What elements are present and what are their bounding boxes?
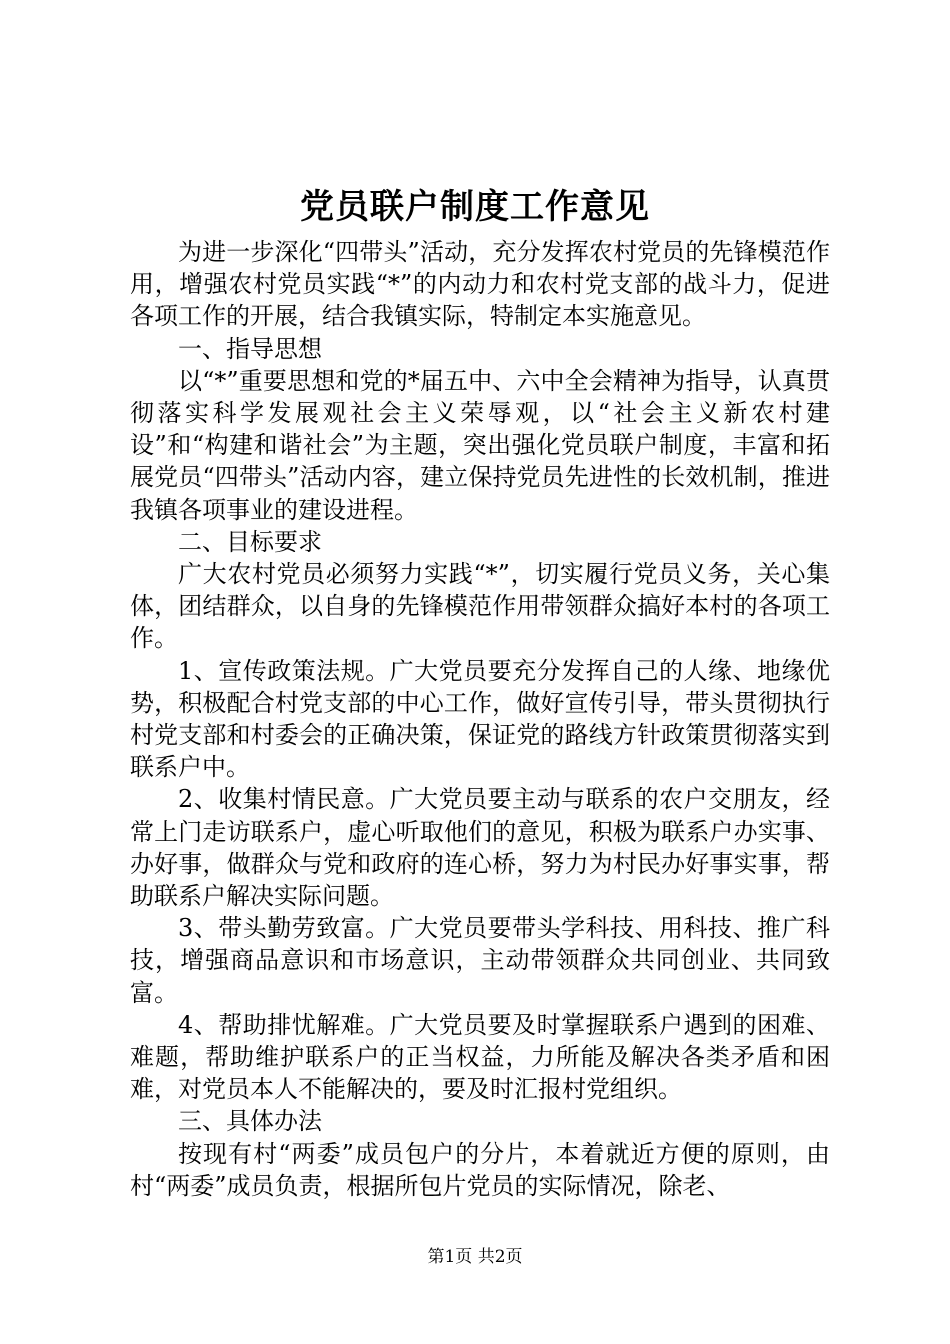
goal-item-4: 4、帮助排忧解难。广大党员要及时掌握联系户遇到的困难、难题，帮助维护联系户的正当权益，力所能及解决各类矛盾和困难，对党员本人不能解决的，要及时汇报村党组织。 bbox=[130, 1010, 830, 1104]
page-title: 党员联户制度工作意见 bbox=[300, 187, 650, 227]
intro-paragraph: 为进一步深化“四带头”活动，充分发挥农村党员的先锋模范作用，增强农村党员实践“*”的内动力和农村党支部的战斗力，促进各项工作的开展，结合我镇实际，特制定本实施意见。 bbox=[130, 238, 830, 331]
guiding-thought-paragraph: 以“*”重要思想和党的*届五中、六中全会精神为指导，认真贯彻落实科学发展观社会主义荣辱观，以“社会主义新农村建设”和“构建和谐社会”为主题，突出强化党员联户制度，丰富和拓展党员“四带头”活动内容，建立保持党员先进性的长效机制，推进我镇各项事业的建设进程。 bbox=[130, 366, 830, 524]
goal-item-2: 2、收集村情民意。广大党员要主动与联系的农户交朋友，经常上门走访联系户，虚心听取他们的意见，积极为联系户办实事、办好事，做群众与党和政府的连心桥，努力为村民办好事实事，帮助联系户解决实际问题。 bbox=[130, 785, 830, 911]
section-heading-methods: 三、具体办法 bbox=[178, 1107, 322, 1136]
methods-paragraph: 按现有村“两委”成员包户的分片，本着就近方便的原则，由村“两委”成员负责，根据所包片党员的实际情况，除老、 bbox=[130, 1139, 830, 1200]
goals-paragraph: 广大农村党员必须努力实践“*”，切实履行党员义务，关心集体，团结群众，以自身的先锋模范作用带领群众搞好本村的各项工作。 bbox=[130, 560, 830, 653]
section-heading-guiding-thought: 一、指导思想 bbox=[178, 334, 322, 363]
page-footer: 第1页 共2页 bbox=[427, 1247, 523, 1267]
goal-item-1: 1、宣传政策法规。广大党员要充分发挥自己的人缘、地缘优势，积极配合村党支部的中心工作，做好宣传引导，带头贯彻执行村党支部和村委会的正确决策，保证党的路线方针政策贯彻落实到联系户中。 bbox=[130, 656, 830, 782]
goal-item-3: 3、带头勤劳致富。广大党员要带头学科技、用科技、推广科技，增强商品意识和市场意识，主动带领群众共同创业、共同致富。 bbox=[130, 914, 830, 1007]
section-heading-goals: 二、目标要求 bbox=[178, 527, 322, 556]
document-body bbox=[130, 236, 830, 1202]
